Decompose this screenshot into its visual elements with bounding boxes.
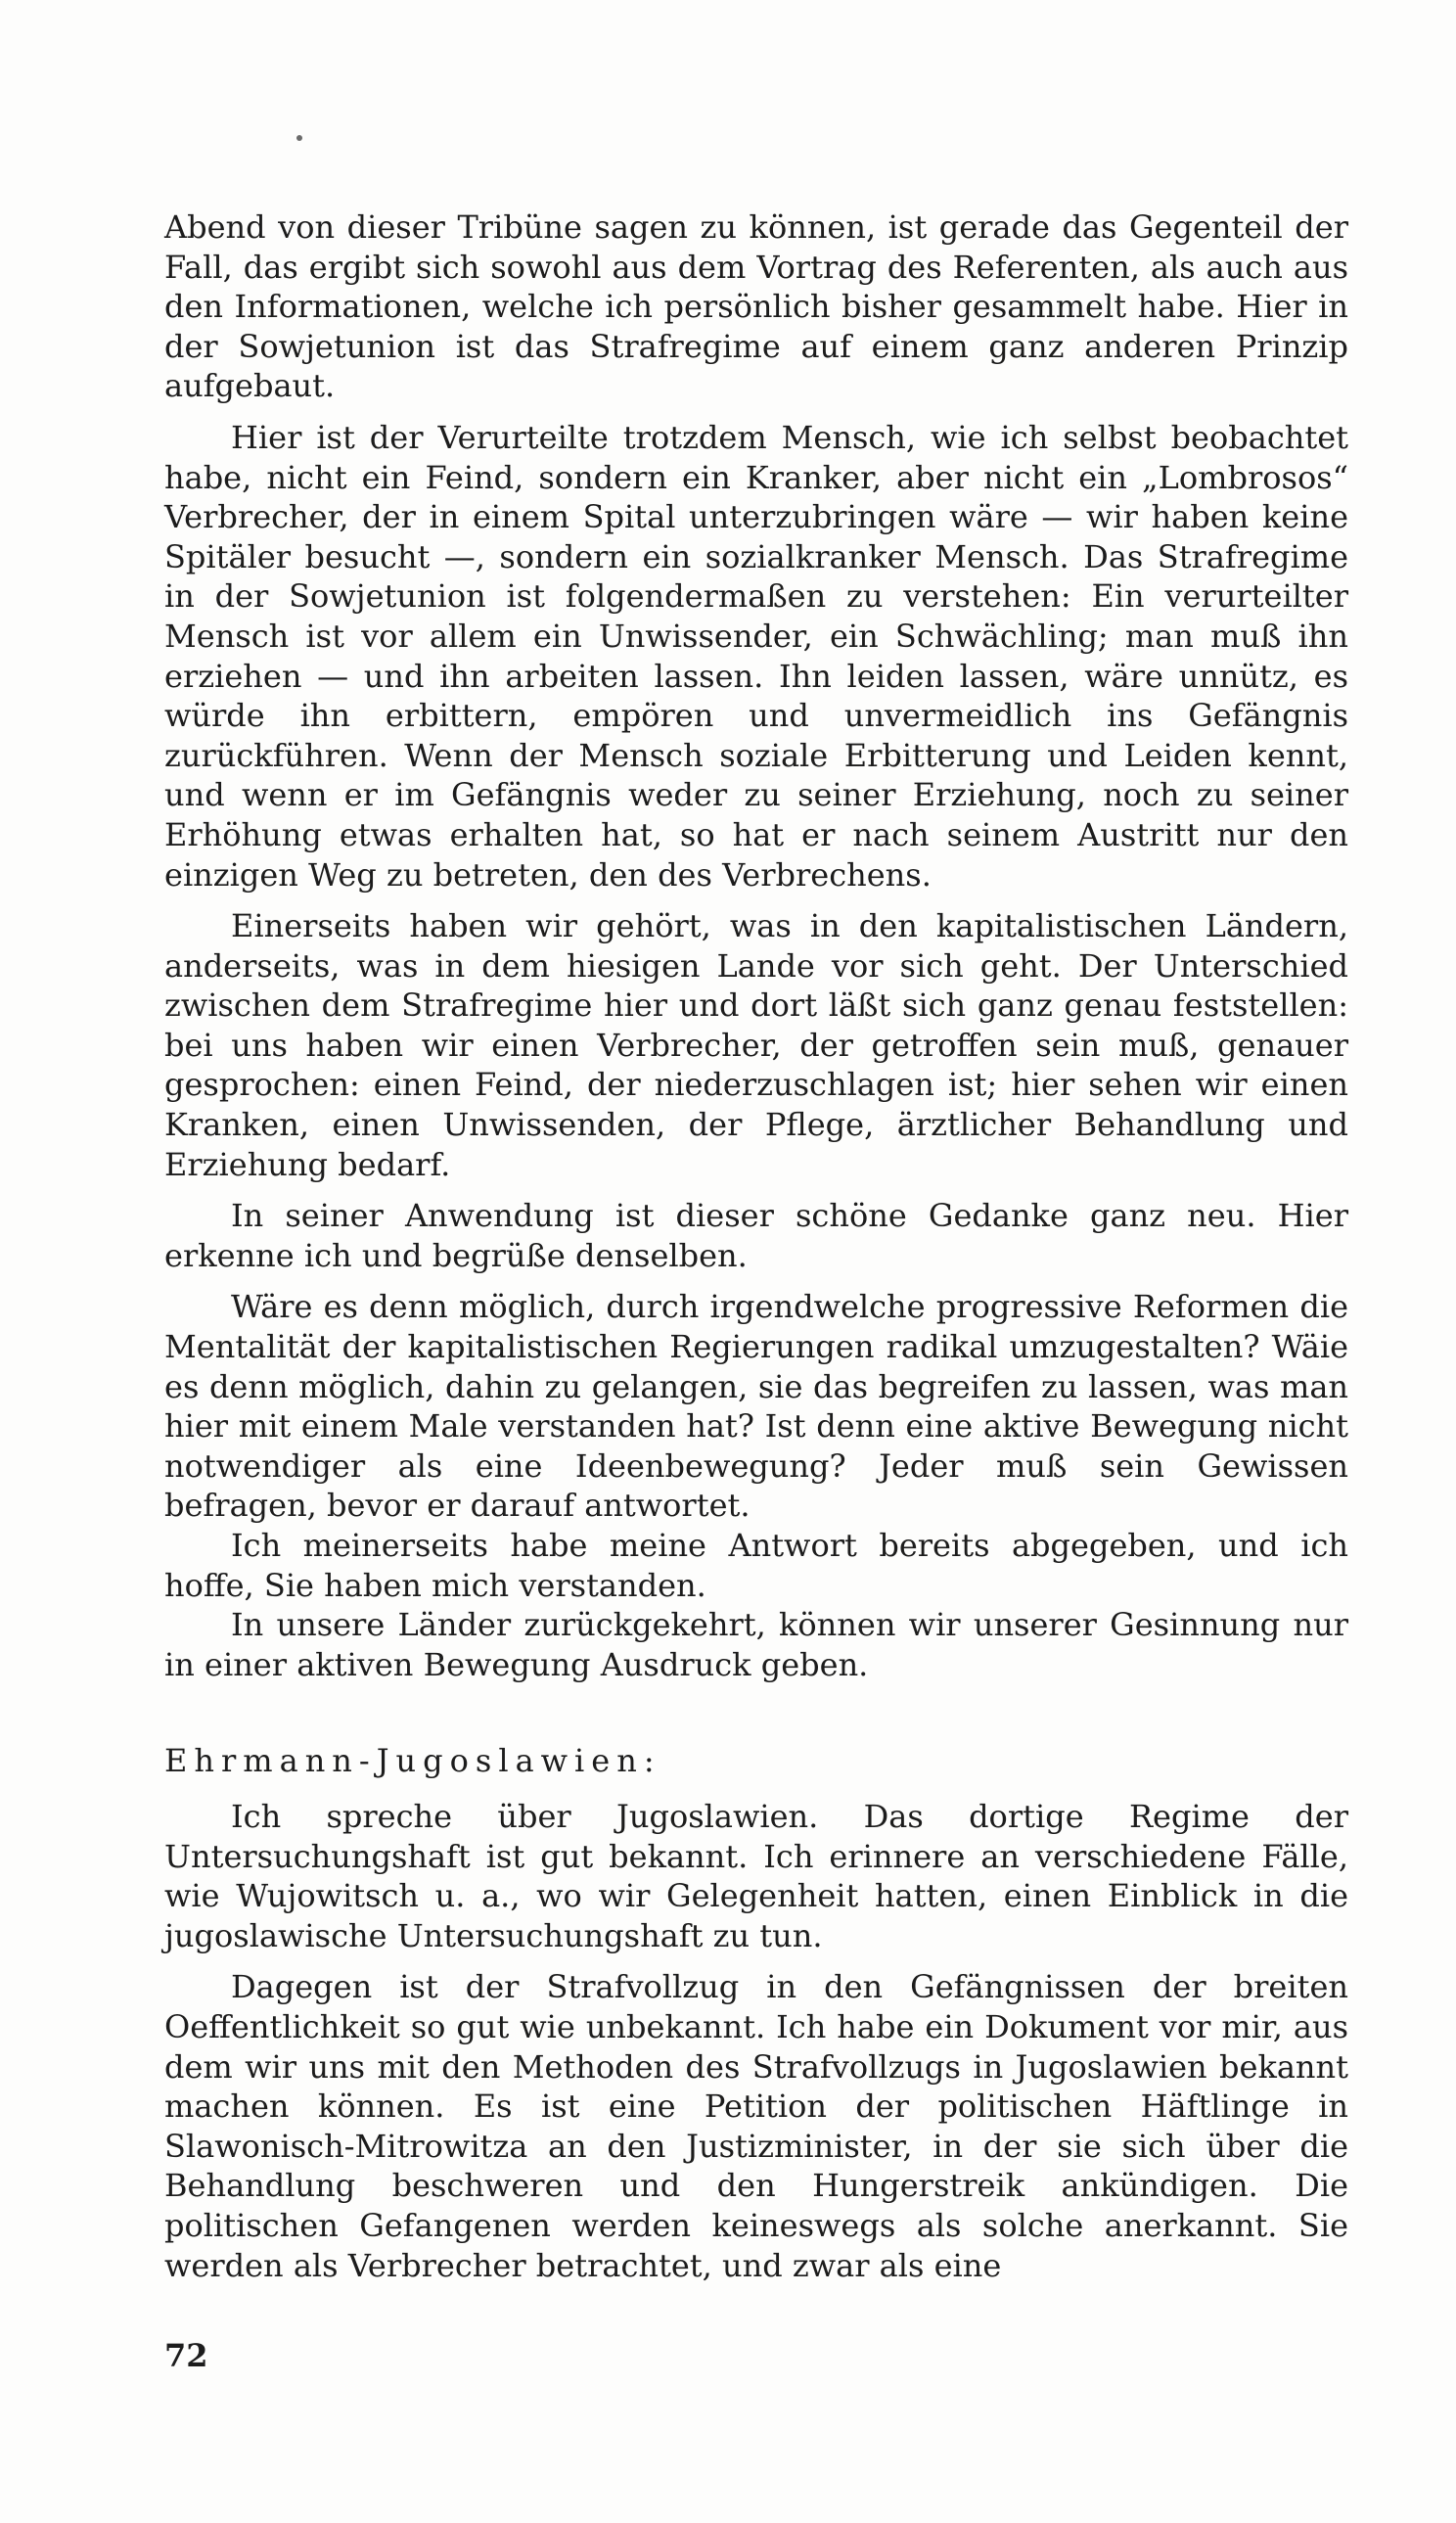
page-number: 72 — [164, 2337, 208, 2374]
paragraph: In unsere Länder zurückgekehrt, können wir unserer Gesinnung nur in einer aktiven Bewegung Ausdruck geben. — [164, 1606, 1348, 1683]
body-text — [164, 207, 1348, 2285]
ink-dot — [296, 135, 302, 141]
paragraph-continuation: Abend von dieser Tribüne sagen zu können, ist gerade das Gegenteil der Fall, das ergibt sich sowohl aus dem Vortrag des Referenten, als auch aus den Informationen, welche ich persönlich bisher gesammelt habe. Hier in der Sowjetunion ist das Strafregime auf einem ganz anderen Prinzip aufgebaut. — [164, 208, 1348, 405]
speaker-heading: Ehrmann-Jugoslawien: — [164, 1742, 661, 1780]
paragraph: Ich spreche über Jugoslawien. Das dortige Regime der Untersuchungshaft ist gut bekannt. Ich erinnere an verschiedene Fälle, wie Wujowitsch u. a., wo wir Gelegenheit hatten, einen Einblick in die jugoslawische Untersuchungshaft zu tun. — [164, 1797, 1348, 1954]
paragraph: Ich meinerseits habe meine Antwort bereits abgegeben, und ich hoffe, Sie haben mich verstanden. — [164, 1527, 1348, 1604]
paragraph: In seiner Anwendung ist dieser schöne Gedanke ganz neu. Hier erkenne ich und begrüße denselben. — [164, 1197, 1348, 1274]
paragraph: Hier ist der Verurteilte trotzdem Mensch, wie ich selbst beobachtet habe, nicht ein Feind, sondern ein Kranker, aber nicht ein „Lombrosos“ Verbrecher, der in einem Spital unterzubringen wäre — wir haben keine Spitäler besucht —, sondern ein sozialkranker Mensch. Das Strafregime in der Sowjetunion ist folgendermaßen zu verstehen: Ein verurteilter Mensch ist vor allem ein Unwissender, ein Schwächling; man muß ihn erziehen — und ihn arbeiten lassen. Ihn leiden lassen, wäre unnütz, es würde ihn erbittern, empören und unvermeidlich ins Gefängnis zurückführen. Wenn der Mensch soziale Erbitterung und Leiden kennt, und wenn er im Gefängnis weder zu seiner Erziehung, noch zu seiner Erhöhung etwas erhalten hat, so hat er nach seinem Austritt nur den einzigen Weg zu betreten, den des Verbrechens. — [164, 418, 1348, 894]
paragraph: Wäre es denn möglich, durch irgendwelche progressive Reformen die Mentalität der kapitalistischen Regierungen radikal umzugestalten? Wäie es denn möglich, dahin zu gelangen, sie das begreifen zu lassen, was man hier mit einem Male verstanden hat? Ist denn eine aktive Bewegung nicht notwendiger als eine Ideenbewegung? Jeder muß sein Gewissen befragen, bevor er darauf antwortet. — [164, 1288, 1348, 1525]
paragraph: Dagegen ist der Strafvollzug in den Gefängnissen der breiten Oeffentlichkeit so gut wie unbekannt. Ich habe ein Dokument vor mir, aus dem wir uns mit den Methoden des Strafvollzugs in Jugoslawien bekannt machen können. Es ist eine Petition der politischen Häftlinge in Slawonisch-Mitrowitza an den Justizminister, in der sie sich über die Behandlung beschweren und den Hungerstreik ankündigen. Die politischen Gefangenen werden keineswegs als solche anerkannt. Sie werden als Verbrecher betrachtet, und zwar als eine — [164, 1968, 1348, 2284]
paragraph: Einerseits haben wir gehört, was in den kapitalistischen Ländern, anderseits, was in dem hiesigen Lande vor sich geht. Der Unterschied zwischen dem Strafregime hier und dort läßt sich ganz genau feststellen: bei uns haben wir einen Verbrecher, der getroffen sein muß, genauer gesprochen: einen Feind, der niederzuschlagen ist; hier sehen wir einen Kranken, einen Unwissenden, der Pflege, ärztlicher Behandlung und Erziehung bedarf. — [164, 907, 1348, 1183]
